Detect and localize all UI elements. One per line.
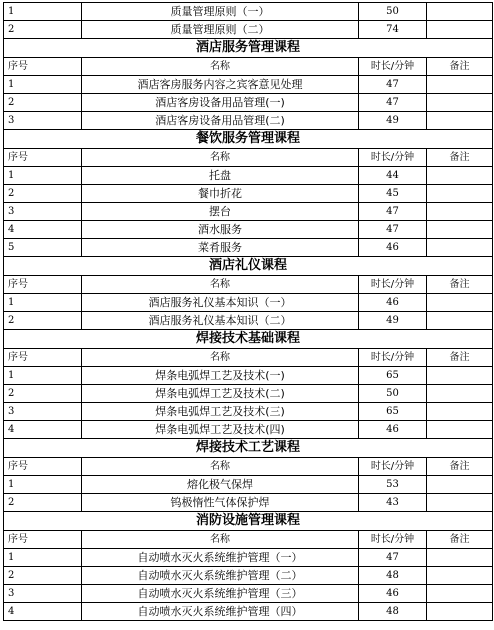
course-row [4, 185, 493, 203]
header-no: 序号 [4, 531, 82, 549]
section-title-row [4, 257, 493, 276]
course-note [427, 94, 493, 112]
header-duration: 时长/分钟 [359, 531, 427, 549]
course-row [4, 76, 493, 94]
header-note: 备注 [427, 58, 493, 76]
course-note [427, 494, 493, 512]
header-note: 备注 [427, 276, 493, 294]
course-name: 酒水服务 [82, 221, 359, 239]
course-name: 自动喷水灭火系统维护管理（三） [82, 585, 359, 603]
course-name: 自动喷水灭火系统维护管理（二） [82, 567, 359, 585]
header-duration: 时长/分钟 [359, 149, 427, 167]
course-no: 4 [4, 603, 82, 621]
header-name: 名称 [82, 149, 359, 167]
header-duration: 时长/分钟 [359, 58, 427, 76]
course-name: 熔化极气保焊 [82, 476, 359, 494]
course-name: 餐巾折花 [82, 185, 359, 203]
header-no: 序号 [4, 149, 82, 167]
course-name: 菜肴服务 [82, 239, 359, 257]
course-note [427, 421, 493, 439]
course-no: 1 [4, 367, 82, 385]
course-no: 2 [4, 21, 82, 39]
header-name: 名称 [82, 58, 359, 76]
course-name: 酒店客房设备用品管理(一) [82, 94, 359, 112]
header-name: 名称 [82, 531, 359, 549]
course-table-body [4, 3, 493, 621]
course-name: 酒店服务礼仪基本知识（一） [82, 294, 359, 312]
course-name: 酒店客房服务内容之宾客意见处理 [82, 76, 359, 94]
course-name: 质量管理原则（一） [82, 3, 359, 21]
course-note [427, 312, 493, 330]
course-row [4, 567, 493, 585]
course-duration: 48 [359, 567, 427, 585]
course-name: 焊条电弧焊工艺及技术(三) [82, 403, 359, 421]
course-duration: 46 [359, 239, 427, 257]
course-no: 5 [4, 239, 82, 257]
course-duration: 74 [359, 21, 427, 39]
course-note [427, 239, 493, 257]
course-duration: 50 [359, 385, 427, 403]
header-duration: 时长/分钟 [359, 458, 427, 476]
course-name: 焊条电弧焊工艺及技术(一) [82, 367, 359, 385]
course-note [427, 367, 493, 385]
section-title: 消防设施管理课程 [4, 512, 493, 531]
course-no: 3 [4, 403, 82, 421]
course-duration: 46 [359, 294, 427, 312]
header-no: 序号 [4, 276, 82, 294]
course-duration: 65 [359, 367, 427, 385]
course-row [4, 403, 493, 421]
course-row [4, 221, 493, 239]
course-note [427, 167, 493, 185]
section-title: 酒店礼仪课程 [4, 257, 493, 276]
header-duration: 时长/分钟 [359, 276, 427, 294]
course-row [4, 203, 493, 221]
header-no: 序号 [4, 458, 82, 476]
header-no: 序号 [4, 349, 82, 367]
course-duration: 48 [359, 603, 427, 621]
course-note [427, 185, 493, 203]
course-row [4, 112, 493, 130]
course-note [427, 112, 493, 130]
course-row [4, 494, 493, 512]
course-no: 1 [4, 3, 82, 21]
column-header-row [4, 58, 493, 76]
course-no: 2 [4, 494, 82, 512]
course-table [3, 2, 493, 621]
header-name: 名称 [82, 349, 359, 367]
header-note: 备注 [427, 458, 493, 476]
course-name: 摆台 [82, 203, 359, 221]
column-header-row [4, 276, 493, 294]
course-duration: 47 [359, 203, 427, 221]
course-row [4, 367, 493, 385]
course-duration: 46 [359, 421, 427, 439]
course-row [4, 585, 493, 603]
course-no: 3 [4, 112, 82, 130]
course-no: 1 [4, 76, 82, 94]
header-name: 名称 [82, 458, 359, 476]
course-note [427, 549, 493, 567]
course-row [4, 94, 493, 112]
course-duration: 44 [359, 167, 427, 185]
section-title: 焊接技术基础课程 [4, 330, 493, 349]
header-name: 名称 [82, 276, 359, 294]
section-title-row [4, 130, 493, 149]
course-no: 1 [4, 167, 82, 185]
course-no: 1 [4, 294, 82, 312]
course-row [4, 421, 493, 439]
header-no: 序号 [4, 58, 82, 76]
header-note: 备注 [427, 531, 493, 549]
course-name: 焊条电弧焊工艺及技术(四) [82, 421, 359, 439]
course-duration: 45 [359, 185, 427, 203]
course-row [4, 603, 493, 621]
section-title-row [4, 439, 493, 458]
course-note [427, 476, 493, 494]
course-note [427, 3, 493, 21]
course-note [427, 603, 493, 621]
course-row [4, 476, 493, 494]
column-header-row [4, 149, 493, 167]
header-note: 备注 [427, 349, 493, 367]
course-no: 4 [4, 421, 82, 439]
course-no: 2 [4, 94, 82, 112]
course-name: 焊条电弧焊工艺及技术(二) [82, 385, 359, 403]
course-name: 自动喷水灭火系统维护管理（一） [82, 549, 359, 567]
course-no: 4 [4, 221, 82, 239]
course-duration: 47 [359, 76, 427, 94]
course-duration: 46 [359, 585, 427, 603]
course-duration: 43 [359, 494, 427, 512]
course-name: 质量管理原则（二） [82, 21, 359, 39]
column-header-row [4, 531, 493, 549]
section-title: 酒店服务管理课程 [4, 39, 493, 58]
course-name: 酒店服务礼仪基本知识（二） [82, 312, 359, 330]
course-duration: 49 [359, 312, 427, 330]
course-row [4, 21, 493, 39]
column-header-row [4, 458, 493, 476]
course-name: 自动喷水灭火系统维护管理（四） [82, 603, 359, 621]
course-duration: 53 [359, 476, 427, 494]
course-note [427, 76, 493, 94]
course-duration: 49 [359, 112, 427, 130]
course-row [4, 385, 493, 403]
section-title: 餐饮服务管理课程 [4, 130, 493, 149]
course-name: 酒店客房设备用品管理(二) [82, 112, 359, 130]
section-title-row [4, 330, 493, 349]
course-row [4, 239, 493, 257]
course-no: 2 [4, 567, 82, 585]
course-note [427, 585, 493, 603]
course-note [427, 294, 493, 312]
course-no: 1 [4, 549, 82, 567]
course-no: 3 [4, 585, 82, 603]
course-note [427, 567, 493, 585]
course-name: 钨极惰性气体保护焊 [82, 494, 359, 512]
course-no: 2 [4, 312, 82, 330]
course-duration: 47 [359, 221, 427, 239]
header-duration: 时长/分钟 [359, 349, 427, 367]
section-title-row [4, 39, 493, 58]
header-note: 备注 [427, 149, 493, 167]
course-duration: 47 [359, 549, 427, 567]
section-title-row [4, 512, 493, 531]
course-row [4, 3, 493, 21]
course-no: 2 [4, 385, 82, 403]
course-no: 1 [4, 476, 82, 494]
course-duration: 47 [359, 94, 427, 112]
course-row [4, 312, 493, 330]
course-row [4, 294, 493, 312]
course-no: 3 [4, 203, 82, 221]
course-duration: 50 [359, 3, 427, 21]
section-title: 焊接技术工艺课程 [4, 439, 493, 458]
course-note [427, 385, 493, 403]
course-name: 托盘 [82, 167, 359, 185]
course-note [427, 21, 493, 39]
course-no: 2 [4, 185, 82, 203]
column-header-row [4, 349, 493, 367]
course-row [4, 167, 493, 185]
course-row [4, 549, 493, 567]
course-note [427, 403, 493, 421]
course-note [427, 203, 493, 221]
course-duration: 65 [359, 403, 427, 421]
course-note [427, 221, 493, 239]
